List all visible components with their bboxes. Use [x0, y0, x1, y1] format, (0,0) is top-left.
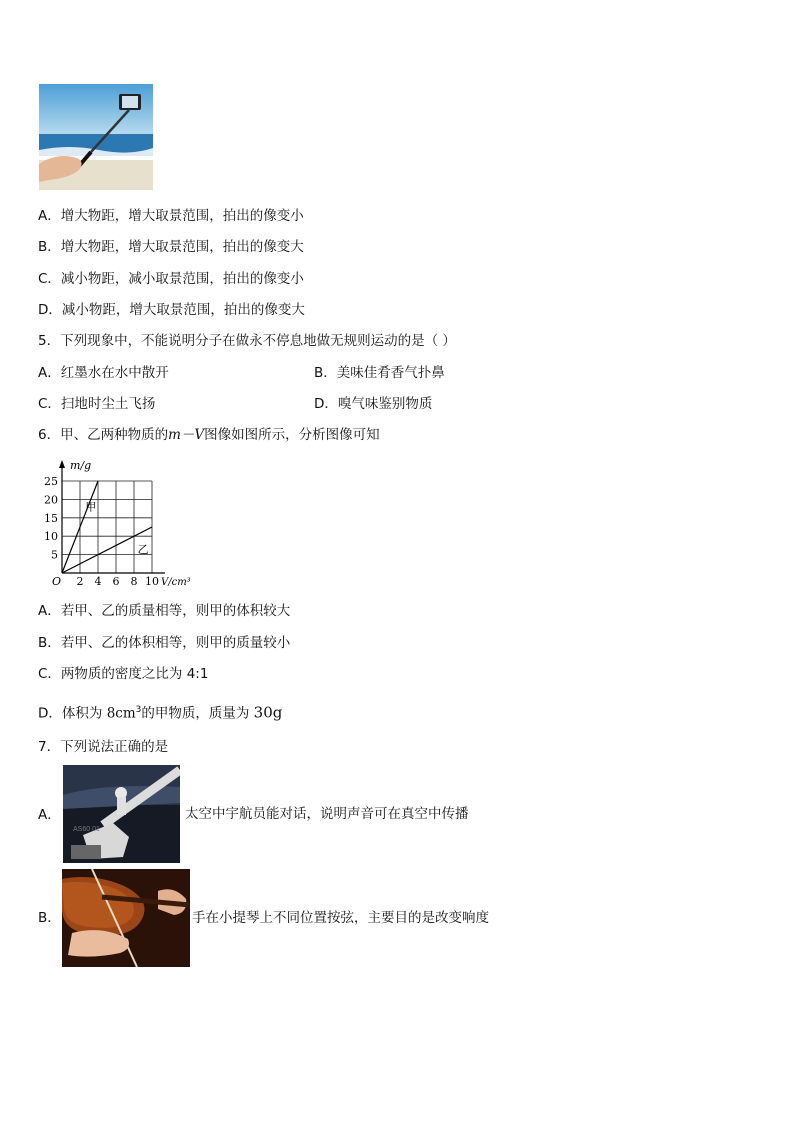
q4-option-c: C．减小物距，减小取景范围，拍出的像变小	[38, 271, 304, 287]
y-tick-label: 25	[44, 475, 58, 488]
q7-stem: 7．下列说法正确的是	[38, 739, 169, 755]
svg-text:AS60 01: AS60 01	[73, 826, 100, 833]
q5-option-d: D．嗅气味鉴别物质	[314, 396, 433, 412]
q6-option-d-mass: 30g	[253, 703, 283, 722]
q6-stem-pre: 6．甲、乙两种物质的	[38, 427, 169, 443]
mass-volume-chart	[40, 455, 200, 590]
q6-stem	[38, 426, 380, 444]
q5-option-a: A．红墨水在水中散开	[38, 365, 169, 381]
x-tick-label: 8	[130, 575, 138, 588]
astronaut-image	[63, 765, 180, 863]
y-axis-label: m/g	[70, 459, 92, 472]
y-axis-arrow	[59, 460, 65, 468]
q6-stem-post: 图像如图所示，分析图像可知	[204, 427, 380, 443]
violin-image	[62, 869, 190, 967]
chart-labels	[44, 459, 191, 588]
y-tick-label: 20	[44, 493, 58, 507]
selfie-stick-image	[39, 84, 153, 190]
q4-option-a: A．增大物距，增大取景范围，拍出的像变小	[38, 208, 304, 224]
q4-option-d: D．减小物距，增大取景范围，拍出的像变大	[38, 302, 305, 318]
chart-series	[62, 481, 152, 573]
q6-option-a: A．若甲、乙的质量相等，则甲的体积较大	[38, 603, 291, 619]
x-tick-label: 2	[76, 575, 84, 588]
chart-grid	[62, 481, 152, 573]
y-tick-label: 15	[44, 511, 58, 525]
q6-option-d-volume: 8cm	[106, 705, 136, 722]
chart-axes	[59, 460, 165, 573]
q5-stem: 5．下列现象中，不能说明分子在做永不停息地做无规则运动的是（ ）	[38, 333, 456, 349]
q6-option-d-pre: D．体积为	[38, 705, 107, 722]
q6-option-d-sup: 3	[135, 705, 142, 715]
q6-option-b: B．若甲、乙的体积相等，则甲的质量较小	[38, 635, 291, 651]
y-tick-label: 10	[44, 530, 58, 544]
x-tick-label: 6	[112, 575, 120, 588]
q5-option-b: B．美味佳肴香气扑鼻	[314, 365, 445, 381]
x-axis-label: V/cm³	[161, 577, 191, 588]
q7-option-a-letter: A．	[38, 807, 61, 823]
x-tick-label: 10	[145, 575, 159, 588]
q4-option-b: B．增大物距，增大取景范围，拍出的像变大	[38, 239, 304, 255]
x-tick-label: 4	[94, 575, 102, 588]
q7-option-a-text: 太空中宇航员能对话，说明声音可在真空中传播	[185, 806, 469, 822]
q6-stem-math: m－V	[168, 427, 205, 443]
q6-option-c: C．两物质的密度之比为 4:1	[38, 666, 209, 682]
q7-option-b-letter: B．	[38, 910, 61, 926]
q6-option-d-post: 的甲物质，质量为	[141, 705, 254, 722]
q7-option-b-text: 手在小提琴上不同位置按弦，主要目的是改变响度	[192, 910, 489, 926]
origin-label: O	[52, 575, 62, 588]
series-label: 甲	[85, 500, 97, 514]
series-label: 乙	[137, 543, 149, 557]
q5-option-c: C．扫地时尘土飞扬	[38, 396, 156, 412]
y-tick-label: 5	[51, 548, 58, 562]
q6-option-d	[38, 701, 282, 723]
